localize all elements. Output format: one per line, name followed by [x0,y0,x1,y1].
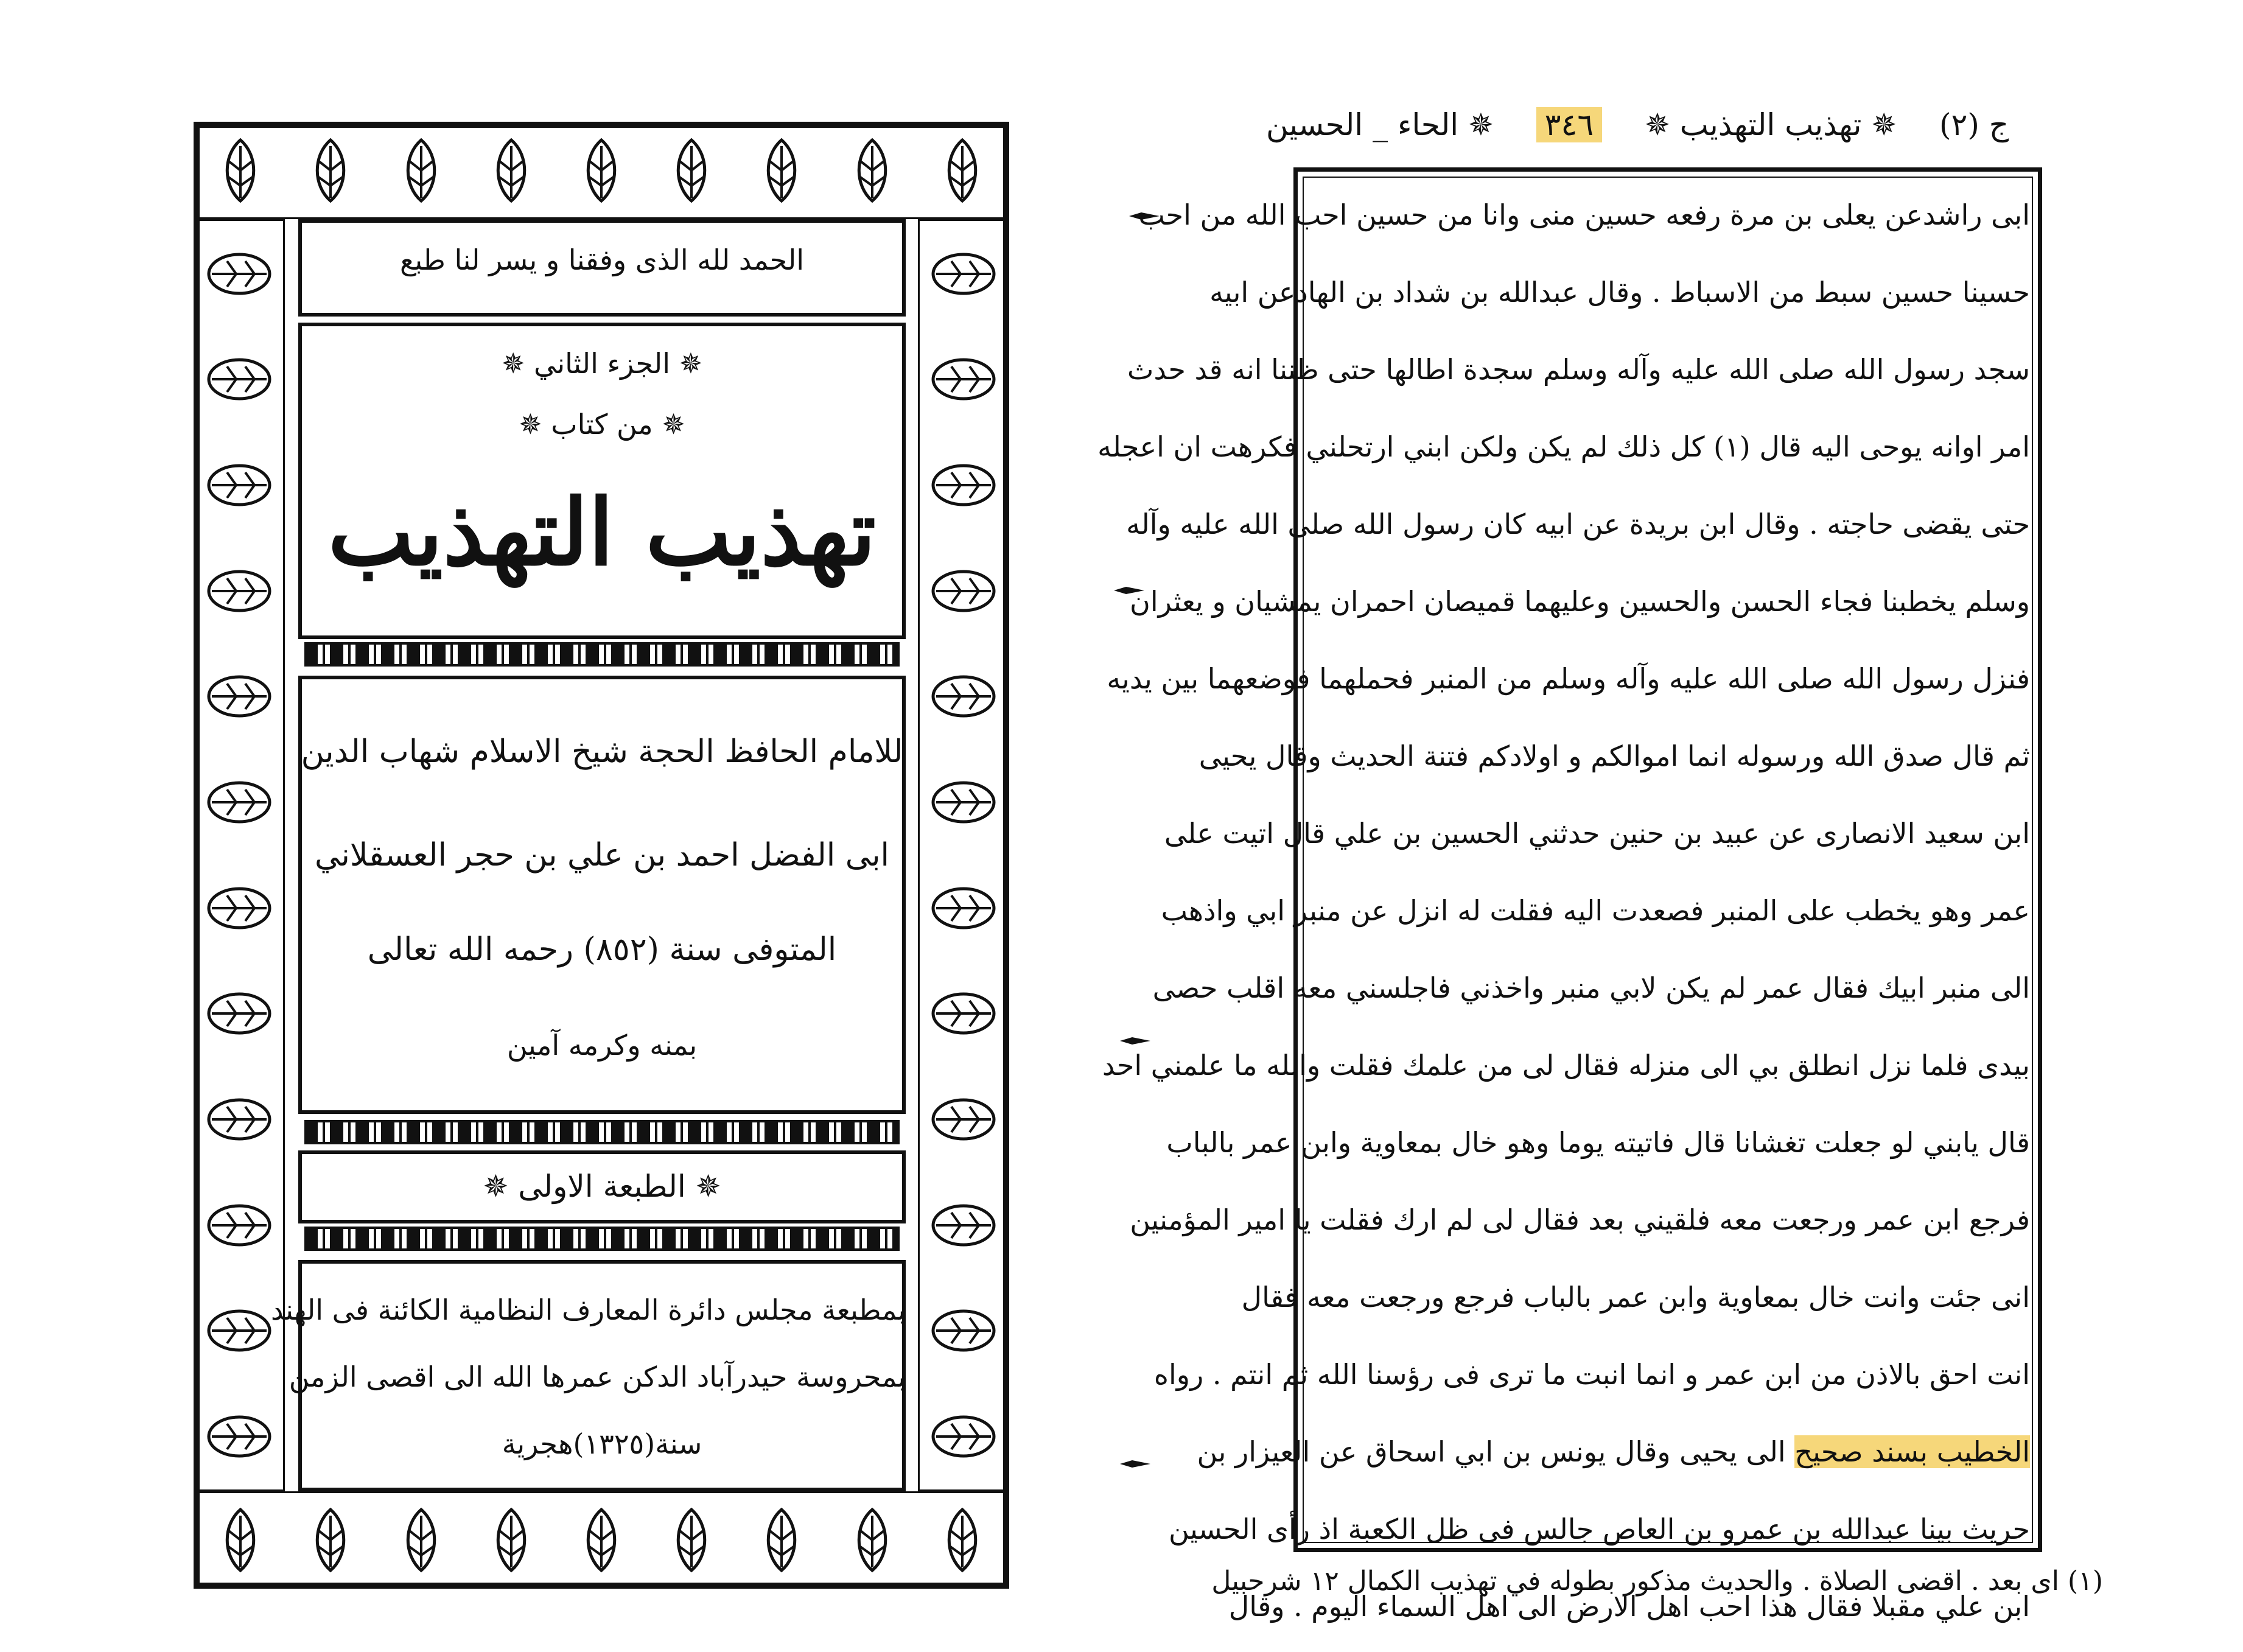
body-line: ابى راشدعن يعلى بن مرة رفعه حسين منى وانا من حسين احب الله من احب [1138,198,2030,231]
header-section: ✵ الحاء _ الحسين [1266,107,1494,142]
body-line: حريث بينا عبدالله بن عمرو بن العاص جالس فى ظل الكعبة اذ رأى الحسين [1168,1513,2030,1545]
book-title: تهذيب التهذيب [327,479,877,586]
ornament-star-icon: ✵ [519,408,551,441]
top-ornament-band [194,122,1009,219]
body-line: انت احق بالاذن من ابن عمر و انما انبت ما ترى فى رؤسنا الله ثم انتم . رواه [1153,1358,2030,1391]
body-line: امر اوانه يوحى اليه قال (١) كل ذلك لم يكن ولكن ابني ارتحلني فكرهت ان اعجله [1097,430,2030,463]
ornament-star-icon: ✵ [685,1169,721,1204]
body-line: انى جئت وانت خال بمعاوية وابن عمر بالباب فرجع ورجعت معه فقال [1241,1281,2030,1314]
volume-text: الجزء الثاني [534,347,670,380]
header-book-title: تهذيب التهذيب [1679,107,1862,142]
author-line-4: بمنه وكرمه آمين [506,1029,698,1062]
body-line: الى منبر ابيك فقال عمر لم يكن لابي منبر واخذني فاجلسني معه اقلب حصى [1152,971,2030,1004]
body-line-rest: الى يحيى وقال يونس بن ابي اسحاق عن العيزار بن [1197,1435,1786,1468]
ornament-star-icon: ✵ [670,347,703,380]
from-book-label [298,408,906,441]
body-line: فرجع ابن عمر ورجعت معه فلقيني بعد فقال لى لم ارك فقلت يا امير المؤمنين [1130,1203,2030,1236]
volume-label [298,347,906,380]
chain-divider [304,642,900,667]
chain-divider [304,1227,900,1251]
body-line: حتى يقضى حاجته . وقال ابن بريدة عن ابيه كان رسول الله صلى الله عليه وآله [1126,508,2030,541]
body-line: ابن سعيد الانصارى عن عبيد بن حنين حدثني الحسين بن علي قال اتيت على [1164,817,2030,850]
praise-line: الحمد لله الذى وفقنا و يسر لنا طبع [399,243,805,276]
header-book: ✵ تهذيب التهذيب ✵ [1644,107,1897,142]
body-line: وسلم يخطبنا فجاء الحسن والحسين وعليهما قميصان احمران يمشيان و يعثران [1130,585,2030,618]
ornament-star-icon: ✵ [653,408,685,441]
highlighted-phrase: الخطيب بسند صحيح [1794,1435,2030,1468]
body-line: حسينا حسين سبط من الاسباط . وقال عبدالله بن شداد بن الهادعن ابيه [1209,276,2030,309]
body-line-highlighted [1197,1413,2030,1491]
from-book-text: من كتاب [551,408,653,441]
header-volume: ج (٢) [1939,107,2009,142]
body-line: عمر وهو يخطب على المنبر فصعدت اليه فقلت له انزل عن منبر ابي واذهب [1161,894,2030,927]
author-line-1: للامام الحافظ الحجة شيخ الاسلام شهاب الدين [301,733,903,770]
publisher-line-3: سنة(١٣٢٥)هجرية [502,1427,702,1460]
ornament-star-icon: ✵ [501,347,534,380]
ornament-star-icon: ✵ [483,1169,519,1204]
body-line: بيدى فلما نزل انطلق بي الى منزله فقال لى من علمك فقلت والله ما علمني احد [1102,1049,2030,1082]
body-text [1097,177,2030,1645]
body-line: فنزل رسول الله صلى الله عليه وآله وسلم من المنبر فحملهما فوضعهما بين يديه [1107,662,2030,695]
author-line-3: المتوفى سنة (٨٥٢) رحمه الله تعالى [367,931,837,968]
body-line: قال يابني لو جعلت تغشانا قال فاتيته يوما وهو خال بمعاوية وابن عمر بالباب [1166,1126,2030,1159]
edition-text: الطبعة الاولى [518,1169,686,1204]
footnote: (١) اى بعد . اقضى الصلاة . والحديث مذكور بطوله في تهذيب الكمال ١٢ شرحبيل [1211,1566,2103,1597]
author-line-2: ابى الفضل احمد بن علي بن حجر العسقلاني [315,837,889,873]
publisher-line-1: بمطبعة مجلس دائرة المعارف النظامية الكائنة فى الهند [271,1293,906,1326]
header-section-title: الحاء _ الحسين [1266,107,1459,142]
gutter-mark-icon [1120,1458,1150,1470]
left-page-title [0,0,1121,1652]
publisher-line-2: بمحروسة حيدرآباد الدكن عمرها الله الى اقصى الزمن [289,1360,906,1393]
edition-label [298,1169,906,1204]
body-line: ابن علي مقبلا فقال هذا احب اهل الارض الى اهل السماء اليوم . وقال [1228,1590,2030,1623]
body-line: ثم قال صدق الله ورسوله انما اموالكم و اولادكم فتنة الحديث وقال يحيى [1198,740,2030,772]
right-ornament-column [918,219,1009,1491]
running-header [1266,97,2009,152]
page-number: ٣٤٦ [1536,107,1603,142]
chain-divider [304,1120,900,1144]
body-line: سجد رسول الله صلى الله عليه وآله وسلم سجدة اطالها حتى ظننا انه قد حدث [1127,353,2030,386]
bottom-ornament-band [194,1491,1009,1589]
